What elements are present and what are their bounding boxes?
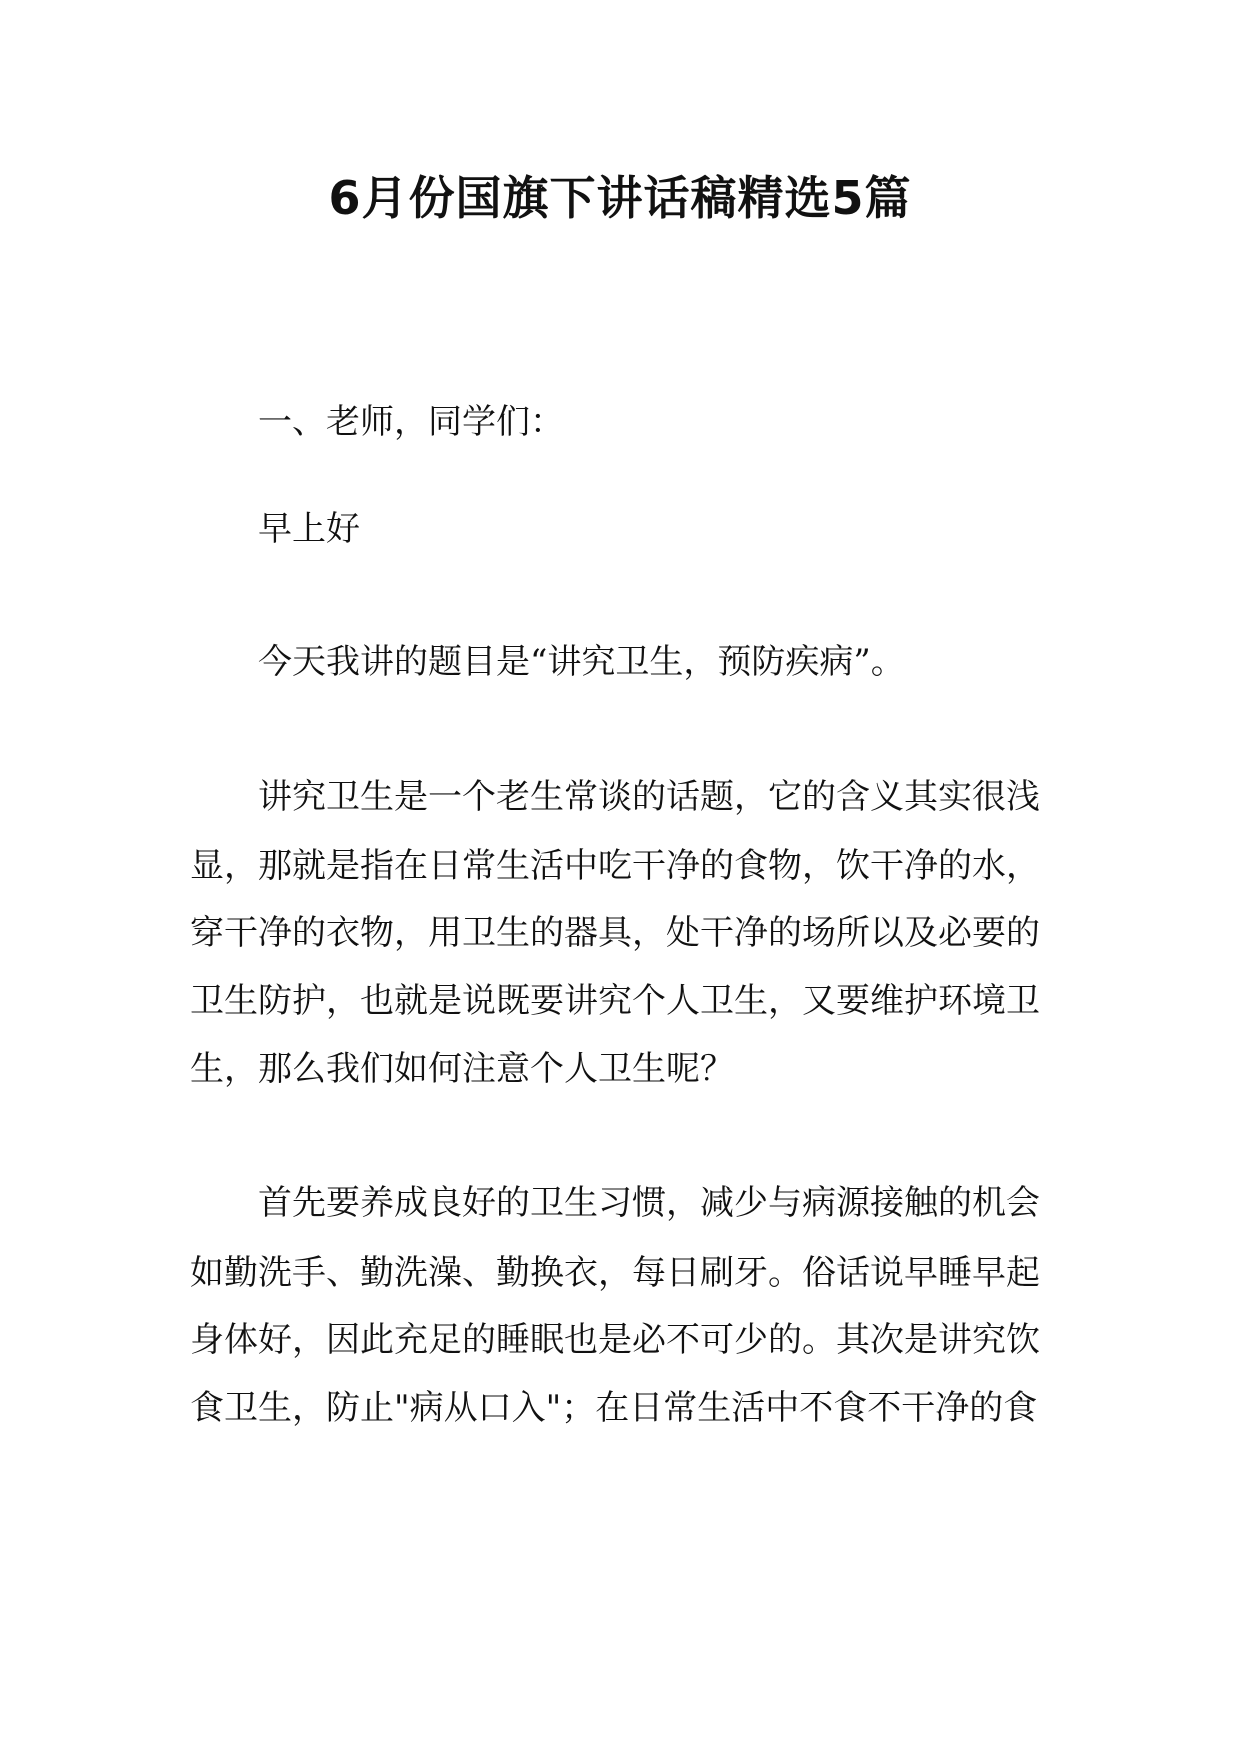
- paragraph-1-line: 生，那么我们如何注意个人卫生呢？: [190, 1049, 734, 1089]
- morning-line: 早上好: [258, 509, 360, 549]
- document-title: 6月份国旗下讲话稿精选5篇: [328, 171, 912, 225]
- paragraph-1-line: 卫生防护，也就是说既要讲究个人卫生，又要维护环境卫: [190, 981, 1040, 1021]
- paragraph-1-line: 讲究卫生是一个老生常谈的话题，它的含义其实很浅: [258, 777, 1040, 817]
- paragraph-2-line: 如勤洗手、勤洗澡、勤换衣，每日刷牙。俗话说早睡早起: [190, 1253, 1040, 1293]
- paragraph-1-line: 穿干净的衣物，用卫生的器具，处干净的场所以及必要的: [190, 913, 1040, 953]
- paragraph-2-line: 身体好，因此充足的睡眠也是必不可少的。其次是讲究饮: [190, 1320, 1040, 1360]
- paragraph-2-line: 食卫生，防止"病从口入"；在日常生活中不食不干净的食: [190, 1388, 1038, 1428]
- greeting-line: 一、老师，同学们：: [258, 402, 564, 442]
- paragraph-2-line: 首先要养成良好的卫生习惯，减少与病源接触的机会: [258, 1183, 1040, 1223]
- topic-line: 今天我讲的题目是“讲究卫生，预防疾病”。: [258, 642, 905, 682]
- paragraph-1-line: 显，那就是指在日常生活中吃干净的食物，饮干净的水，: [190, 846, 1040, 886]
